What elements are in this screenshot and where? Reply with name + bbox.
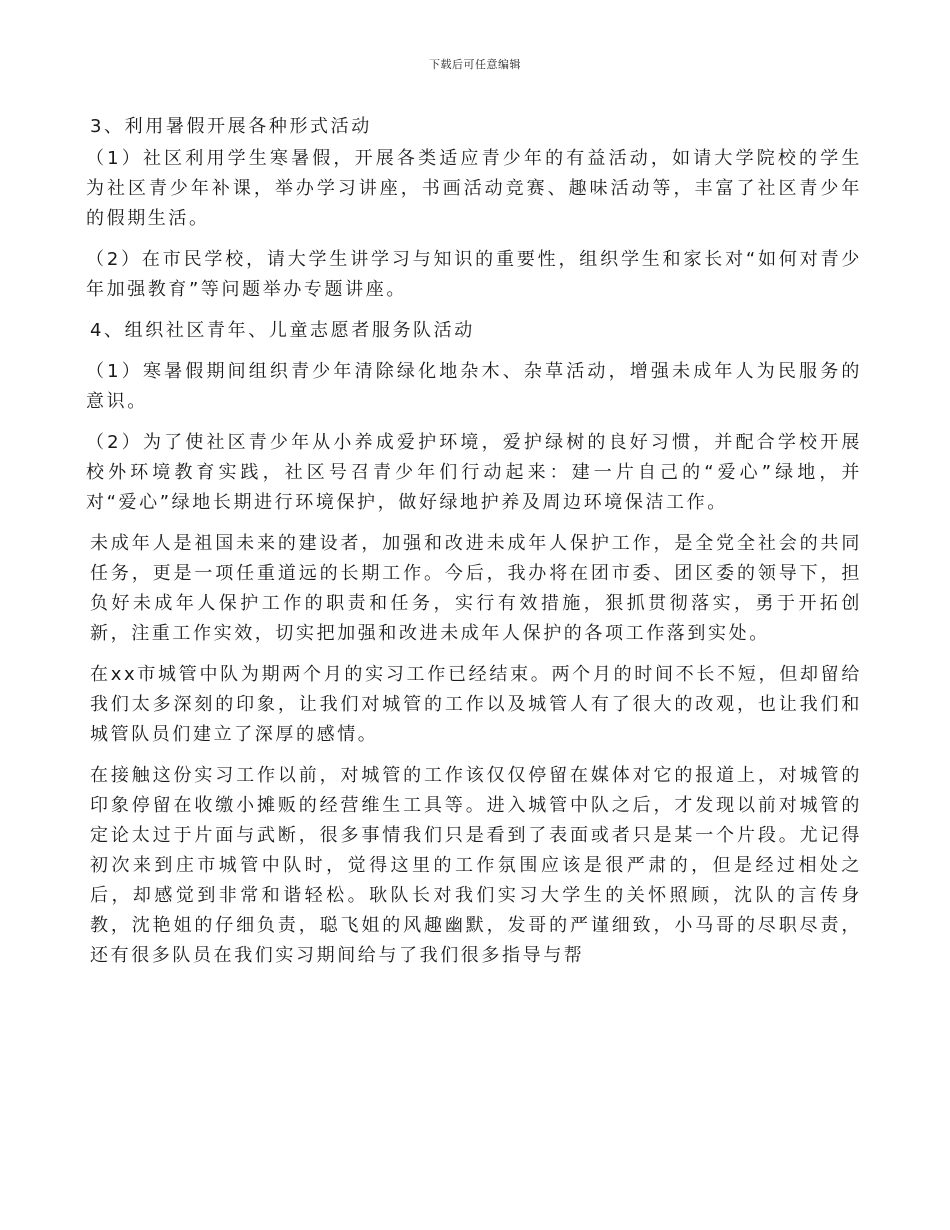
section-heading-3: 3、利用暑假开展各种形式活动 xyxy=(90,116,372,137)
paragraph-3-1: （1）社区利用学生寒暑假，开展各类适应青少年的有益活动，如请大学院校的学生为社区青少年补课，举办学习讲座，书画活动竞赛、趣味活动等，丰富了社区青少年的假期生活。 xyxy=(86,148,862,229)
document-body xyxy=(86,112,862,982)
paragraph-internship-body: 在接触这份实习工作以前，对城管的工作该仅仅停留在媒体对它的报道上，对城管的印象停留在收缴小摊贩的经营维生工具等。进入城管中队之后，才发现以前对城管的定论太过于片面与武断，很多事情我们只是看到了表面或者只是某一个片段。尤记得初次来到庄市城管中队时，觉得这里的工作氛围应该是很严肃的，但是经过相处之后，却感觉到非常和谐轻松。耿队长对我们实习大学生的关怀照顾，沈队的言传身教，沈艳姐的仔细负责，聪飞姐的风趣幽默，发哥的严谨细致，小马哥的尽职尽责，还有很多队员在我们实习期间给与了我们很多指导与帮 xyxy=(90,765,862,966)
paragraph-3-2: （2）在市民学校，请大学生讲学习与知识的重要性，组织学生和家长对“如何对青少年加强教育”等问题举办专题讲座。 xyxy=(86,249,862,300)
paragraph-4-2: （2）为了使社区青少年从小养成爱护环境，爱护绿树的良好习惯，并配合学校开展校外环境教育实践，社区号召青少年们行动起来：建一片自己的“爱心”绿地，并对“爱心”绿地长期进行环境保护，做好绿地护养及周边环境保洁工作。 xyxy=(86,432,862,513)
section-heading-4: 4、组织社区青年、儿童志愿者服务队活动 xyxy=(90,320,475,341)
paragraph-conclusion: 未成年人是祖国未来的建设者，加强和改进未成年人保护工作，是全党全社会的共同任务，更是一项任重道远的长期工作。今后，我办将在团市委、团区委的领导下，担负好未成年人保护工作的职责和任务，实行有效措施，狠抓贯彻落实，勇于开拓创新，注重工作实效，切实把加强和改进未成年人保护的各项工作落到实处。 xyxy=(90,533,862,644)
paragraph-internship-intro: 在xx市城管中队为期两个月的实习工作已经结束。两个月的时间不长不短，但却留给我们太多深刻的印象，让我们对城管的工作以及城管人有了很大的改观，也让我们和城管队员们建立了深厚的感情。 xyxy=(90,664,862,745)
page-header: 下载后可任意编辑 xyxy=(429,58,521,71)
paragraph-4-1: （1）寒暑假期间组织青少年清除绿化地杂木、杂草活动，增强未成年人为民服务的意识。 xyxy=(86,361,862,412)
